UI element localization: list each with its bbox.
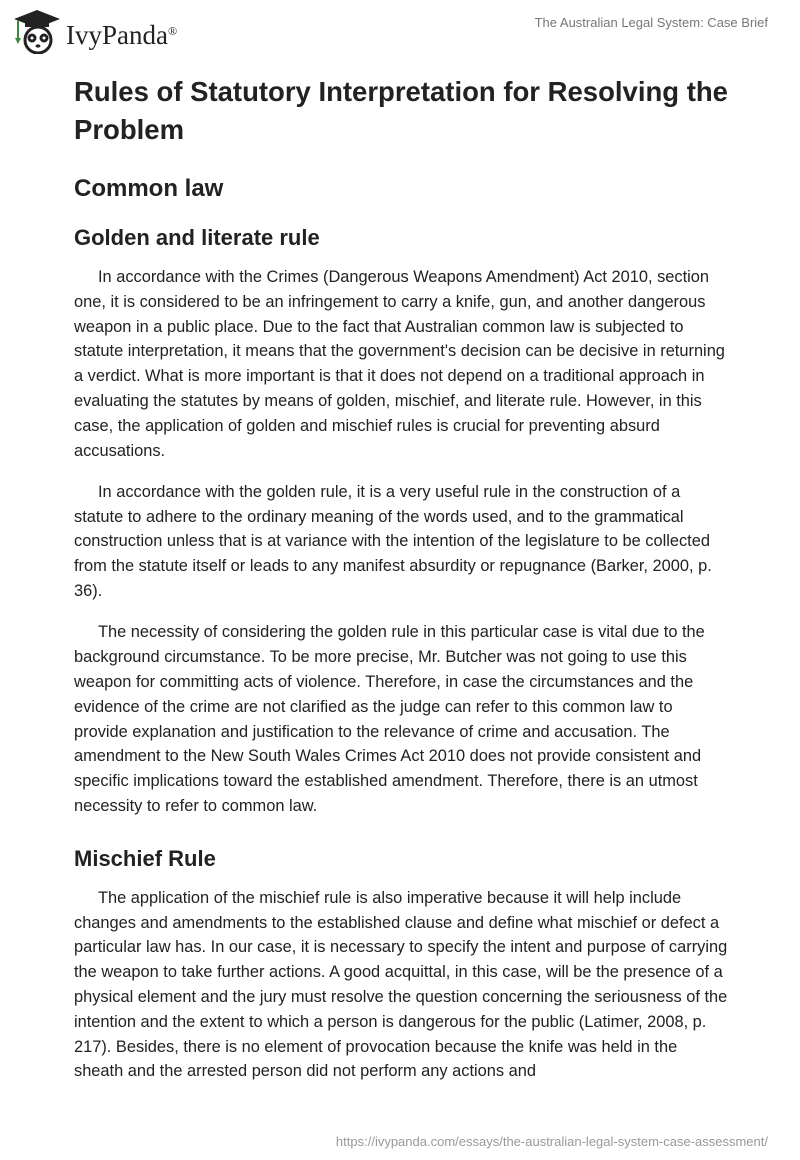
paragraph: In accordance with the golden rule, it is a very useful rule in the construction of a statute to adhere to the ordinary meaning of the words used, and to the grammatical construction unless that is at variance with the intention of the legislature to be collected from the statute itself or leads to any manifest absurdity or repugnance (Barker, 2000, p. 36). bbox=[74, 482, 712, 601]
article-content bbox=[74, 73, 728, 1101]
paragraph: In accordance with the Crimes (Dangerous Weapons Amendment) Act 2010, section one, it is considered to be an infringement to carry a knife, gun, and another dangerous weapon in a public place. Due to the fact that Australian common law is subjected to statute interpretation, it means that the government's decision can be decisive in returning a verdict. What is more important is that it does not depend on a traditional approach in evaluating the statutes by means of golden, mischief, and literate rule. However, in this case, the application of golden and mischief rules is crucial for preventing absurd accusations. bbox=[74, 268, 725, 460]
subheading-golden-rule: Golden and literate rule bbox=[74, 225, 320, 250]
document-title: The Australian Legal System: Case Brief bbox=[534, 15, 768, 30]
subheading-mischief-rule: Mischief Rule bbox=[74, 845, 216, 871]
article-title: Rules of Statutory Interpretation for Resolving the Problem bbox=[74, 76, 728, 145]
paragraph: The application of the mischief rule is also imperative because it will help include changes and amendments to the established clause and define what mischief or defect a particular law has. In our case, it is necessary to specify the intent and purpose of carrying the weapon to take further actions. A good acquittal, in this case, will be the presence of a physical element and the jury must resolve the question concerning the seriousness of the intention and the extent to which a person is dangerous for the public (Latimer, 2008, p. 217). Besides, there is no element of provocation because the knife was held in the sheath and the arrested person did not perform any actions and bbox=[74, 888, 728, 1081]
section-heading-common-law: Common law bbox=[74, 175, 224, 202]
source-url[interactable]: https://ivypanda.com/essays/the-australian-legal-system-case-assessment/ bbox=[335, 1134, 768, 1149]
ivypanda-logo[interactable] bbox=[12, 8, 177, 54]
panda-graduate-icon bbox=[12, 8, 62, 54]
paragraph: The necessity of considering the golden rule in this particular case is vital due to the background circumstance. To be more precise, Mr. Butcher was not going to use this weapon for committing acts of violence. Therefore, in case the circumstances and the evidence of the crime are not clarified as the judge can refer to this common law to provide explanation and justification to the relevance of crime and accusation. The amendment to the New South Wales Crimes Act 2010 does not provide consistent and specific implications toward the established amendment. Therefore, there is an utmost necessity to refer to common law. bbox=[74, 623, 705, 815]
logo-text: IvyPanda® bbox=[66, 19, 178, 50]
